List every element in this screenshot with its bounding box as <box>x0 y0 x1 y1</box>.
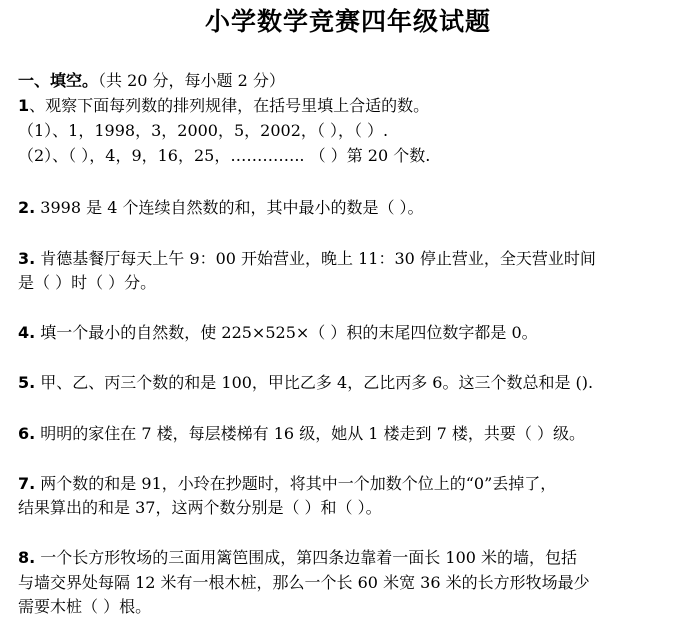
section-heading-line <box>18 70 285 92</box>
question-1-line-1 <box>18 95 429 117</box>
question-5-number: 5. <box>18 373 36 392</box>
question-6-line-1 <box>18 423 585 445</box>
question-6-number: 6. <box>18 424 36 443</box>
question-3-text: 肯德基餐厅每天上午 9：00 开始营业，晚上 11：30 停止营业，全天营业时间 <box>35 249 596 268</box>
question-7-line-2: 结果算出的和是 37，这两个数分别是（ ）和（ ）。 <box>18 498 382 517</box>
question-8-line-2: 与墙交界处每隔 12 米有一根木桩，那么一个长 60 米宽 36 米的长方形牧场最少 <box>18 573 590 592</box>
question-3-number: 3. <box>18 249 36 268</box>
question-5-line-1 <box>18 372 593 394</box>
question-2-number: 2. <box>18 198 36 217</box>
question-8-line-3: 需要木桩（ ）根。 <box>18 597 152 616</box>
section-heading: 一、填空。 <box>18 71 99 90</box>
question-7-line-1 <box>18 473 556 495</box>
question-8-text: 一个长方形牧场的三面用篱笆围成，第四条边靠着一面长 100 米的墙，包括 <box>35 548 578 567</box>
question-6-text: 明明的家住在 7 楼，每层楼梯有 16 级，她从 1 楼走到 7 楼，共要（ ）级。 <box>35 424 585 443</box>
question-1-line-2: （1）、1，1998，3，2000，5，2002，（ ），（ ）. <box>18 121 389 140</box>
question-8-line-1 <box>18 547 577 569</box>
question-2-line-1 <box>18 197 424 219</box>
question-7-number: 7. <box>18 474 36 493</box>
question-1-number: 1 <box>18 96 30 115</box>
question-4-number: 4. <box>18 323 36 342</box>
question-3-line-1 <box>18 248 596 270</box>
page-title: 小学数学竞赛四年级试题 <box>204 7 491 36</box>
question-7-text: 两个数的和是 91，小玲在抄题时，将其中一个加数个位上的“0”丢掉了， <box>35 474 557 493</box>
question-4-text: 填一个最小的自然数，使 225×525×（ ）积的末尾四位数字都是 0。 <box>35 323 538 342</box>
question-1-text: 、观察下面每列数的排列规律，在括号里填上合适的数。 <box>29 96 430 115</box>
question-3-line-2: 是（ ）时（ ）分。 <box>18 273 157 292</box>
question-2-text: 3998 是 4 个连续自然数的和，其中最小的数是（ ）。 <box>35 198 424 217</box>
question-4-line-1 <box>18 322 538 344</box>
question-1-line-3: （2）、（ ），4，9，16，25，………….. （ ）第 20 个数. <box>18 146 431 165</box>
question-8-number: 8. <box>18 548 36 567</box>
question-5-text: 甲、乙、丙三个数的和是 100，甲比乙多 4，乙比丙多 6。这三个数总和是 (). <box>35 373 594 392</box>
section-note: （共 20 分，每小题 2 分） <box>98 71 285 90</box>
